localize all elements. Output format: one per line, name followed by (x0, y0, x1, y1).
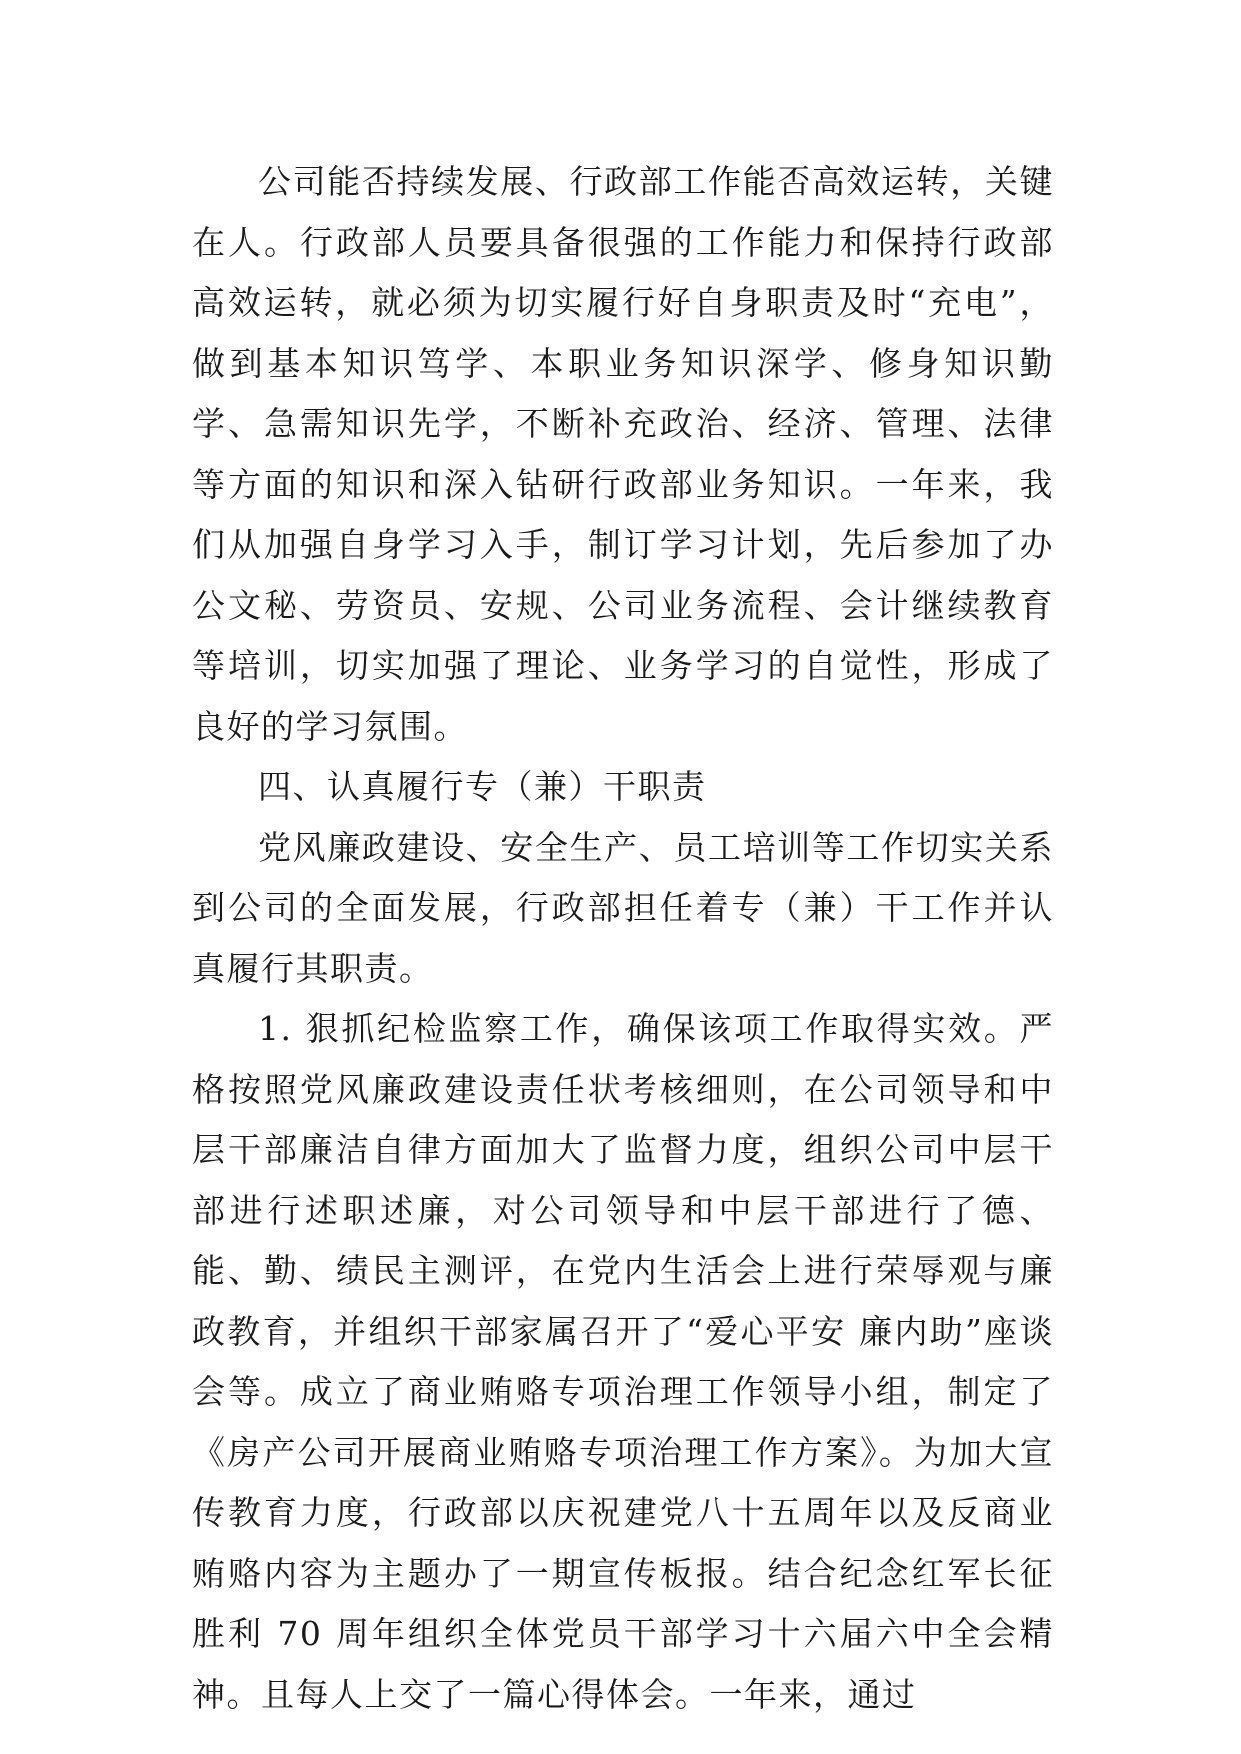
paragraph-discipline-inspection: 1. 狠抓纪检监察工作，确保该项工作取得实效。严格按照党风廉政建设责任状考核细则，在公司领导和中层干部廉洁自律方面加大了监督力度，组织公司中层干部进行述职述廉，对公司领导和中层干部进行了德、能、勤、绩民主测评，在党内生活会上进行荣辱观与廉政教育，并组织干部家属召开了“爱心平安 廉内助”座谈会等。成立了商业贿赂专项治理工作领导小组，制定了《房产公司开展商业贿赂专项治理工作方案》。为加大宣传教育力度，行政部以庆祝建党八十五周年以及反商业贿赂内容为主题办了一期宣传板报。结合纪念红军长征胜利 70 周年组织全体党员干部学习十六届六中全会精神。且每人上交了一篇心得体会。一年来，通过 (192, 1009, 1054, 1714)
section-heading-four: 四、认真履行专（兼）干职责 (258, 767, 707, 806)
paragraph-study: 公司能否持续发展、行政部工作能否高效运转，关键在人。行政部人员要具备很强的工作能力和保持行政部高效运转，就必须为切实履行好自身职责及时“充电”，做到基本知识笃学、本职业务知识深学、修身知识勤学、急需知识先学，不断补充政治、经济、管理、法律等方面的知识和深入钻研行政部业务知识。一年来，我们从加强自身学习入手，制订学习计划，先后参加了办公文秘、劳资员、安规、公司业务流程、会计继续教育等培训，切实加强了理论、业务学习的自觉性，形成了良好的学习氛围。 (192, 162, 1054, 746)
document-body (192, 152, 1054, 1725)
paragraph-duties-intro: 党风廉政建设、安全生产、员工培训等工作切实关系到公司的全面发展，行政部担任着专（兼）干工作并认真履行其职责。 (192, 827, 1054, 988)
